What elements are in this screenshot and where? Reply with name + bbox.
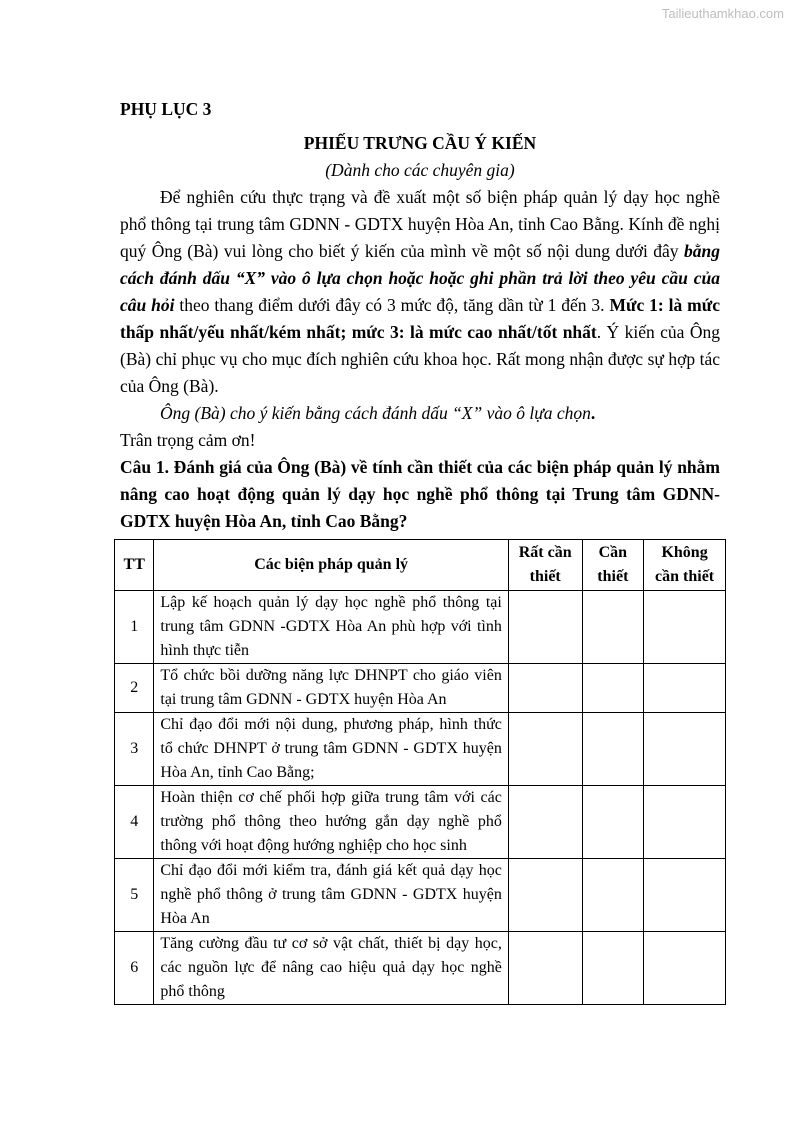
form-title: PHIẾU TRƯNG CẦU Ý KIẾN (303, 133, 537, 153)
needed-cell[interactable] (582, 786, 644, 859)
not-needed-cell[interactable] (644, 664, 726, 713)
intro-scale-definition: Mức 1: là mức thấp nhất/yếu nhất/kém nhất; mức 3: là mức cao nhất/tốt nhất (120, 295, 720, 342)
intro-text-1: Để nghiên cứu thực trạng và đề xuất một số biện pháp quản lý dạy học nghề phổ thông tại trung tâm GDNN - GDTX huyện Hòa An, tỉnh Cao Bằng. Kính đề nghị quý Ông (Bà) vui lòng cho biết ý kiến của mình về một số nội dung dưới đây (120, 187, 720, 261)
needed-cell[interactable] (582, 859, 644, 932)
table-row (115, 786, 726, 859)
intro-instruction-emphasis: bằng cách đánh dấu “X” vào ô lựa chọn hoặc hoặc ghi phần trả lời theo yêu cầu của câu hỏi (120, 241, 720, 315)
very-needed-cell[interactable] (508, 591, 582, 664)
survey-table (114, 539, 726, 1005)
table-row (115, 591, 726, 664)
header-needed: Cần thiết (582, 540, 644, 591)
not-needed-cell[interactable] (644, 786, 726, 859)
form-subtitle: (Dành cho các chuyên gia) (325, 160, 515, 180)
row-number: 6 (115, 932, 154, 1005)
not-needed-cell[interactable] (644, 932, 726, 1005)
needed-cell[interactable] (582, 591, 644, 664)
appendix-title: PHỤ LỤC 3 (120, 99, 212, 119)
row-number: 1 (115, 591, 154, 664)
table-row (115, 859, 726, 932)
table-row (115, 713, 726, 786)
intro-paragraph (120, 184, 720, 400)
not-needed-cell[interactable] (644, 713, 726, 786)
row-number: 2 (115, 664, 154, 713)
row-number: 5 (115, 859, 154, 932)
instruction-line (120, 400, 720, 427)
intro-text-2: theo thang điểm dưới đây có 3 mức độ, tăng dần từ 1 đến 3. (174, 295, 610, 315)
document-page (120, 96, 720, 535)
very-needed-cell[interactable] (508, 664, 582, 713)
header-very-needed: Rất cần thiết (508, 540, 582, 591)
question-1: Câu 1. Đánh giá của Ông (Bà) về tính cần thiết của các biện pháp quản lý nhằm nâng cao hoạt động quản lý dạy học nghề phổ thông tại Trung tâm GDNN-GDTX huyện Hòa An, tỉnh Cao Bằng? (120, 457, 720, 531)
row-number: 3 (115, 713, 154, 786)
thanks-line: Trân trọng cảm ơn! (120, 430, 256, 450)
instruction-end: . (590, 403, 596, 423)
table-header-row (115, 540, 726, 591)
needed-cell[interactable] (582, 664, 644, 713)
measure-text: Tổ chức bồi dưỡng năng lực DHNPT cho giáo viên tại trung tâm GDNN - GDTX huyện Hòa An (154, 664, 508, 713)
table-row (115, 932, 726, 1005)
header-not-needed: Không cần thiết (644, 540, 726, 591)
measure-text: Hoàn thiện cơ chế phối hợp giữa trung tâm với các trường phổ thông theo hướng gắn dạy nghề phổ thông với hoạt động hướng nghiệp cho học sinh (154, 786, 508, 859)
intro-text-3: . Ý kiến của Ông (Bà) chỉ phục vụ cho mục đích nghiên cứu khoa học. Rất mong nhận được sự hợp tác của Ông (Bà). (120, 322, 720, 396)
table-row (115, 664, 726, 713)
instruction-text: Ông (Bà) cho ý kiến bằng cách đánh dấu “X” vào ô lựa chọn (160, 403, 591, 423)
measure-text: Lập kế hoạch quản lý dạy học nghề phổ thông tại trung tâm GDNN -GDTX Hòa An phù hợp với tình hình thực tiễn (154, 591, 508, 664)
needed-cell[interactable] (582, 932, 644, 1005)
header-measure: Các biện pháp quản lý (154, 540, 508, 591)
row-number: 4 (115, 786, 154, 859)
very-needed-cell[interactable] (508, 932, 582, 1005)
very-needed-cell[interactable] (508, 713, 582, 786)
very-needed-cell[interactable] (508, 859, 582, 932)
measure-text: Chỉ đạo đổi mới kiểm tra, đánh giá kết quả dạy học nghề phổ thông ở trung tâm GDNN - GDTX huyện Hòa An (154, 859, 508, 932)
not-needed-cell[interactable] (644, 591, 726, 664)
not-needed-cell[interactable] (644, 859, 726, 932)
measure-text: Chỉ đạo đổi mới nội dung, phương pháp, hình thức tổ chức DHNPT ở trung tâm GDNN - GDTX huyện Hòa An, tỉnh Cao Bằng; (154, 713, 508, 786)
needed-cell[interactable] (582, 713, 644, 786)
header-tt: TT (115, 540, 154, 591)
very-needed-cell[interactable] (508, 786, 582, 859)
measure-text: Tăng cường đầu tư cơ sở vật chất, thiết bị dạy học, các nguồn lực để nâng cao hiệu quả dạy học nghề phổ thông (154, 932, 508, 1005)
watermark: Tailieuthamkhao.com (661, 6, 784, 21)
